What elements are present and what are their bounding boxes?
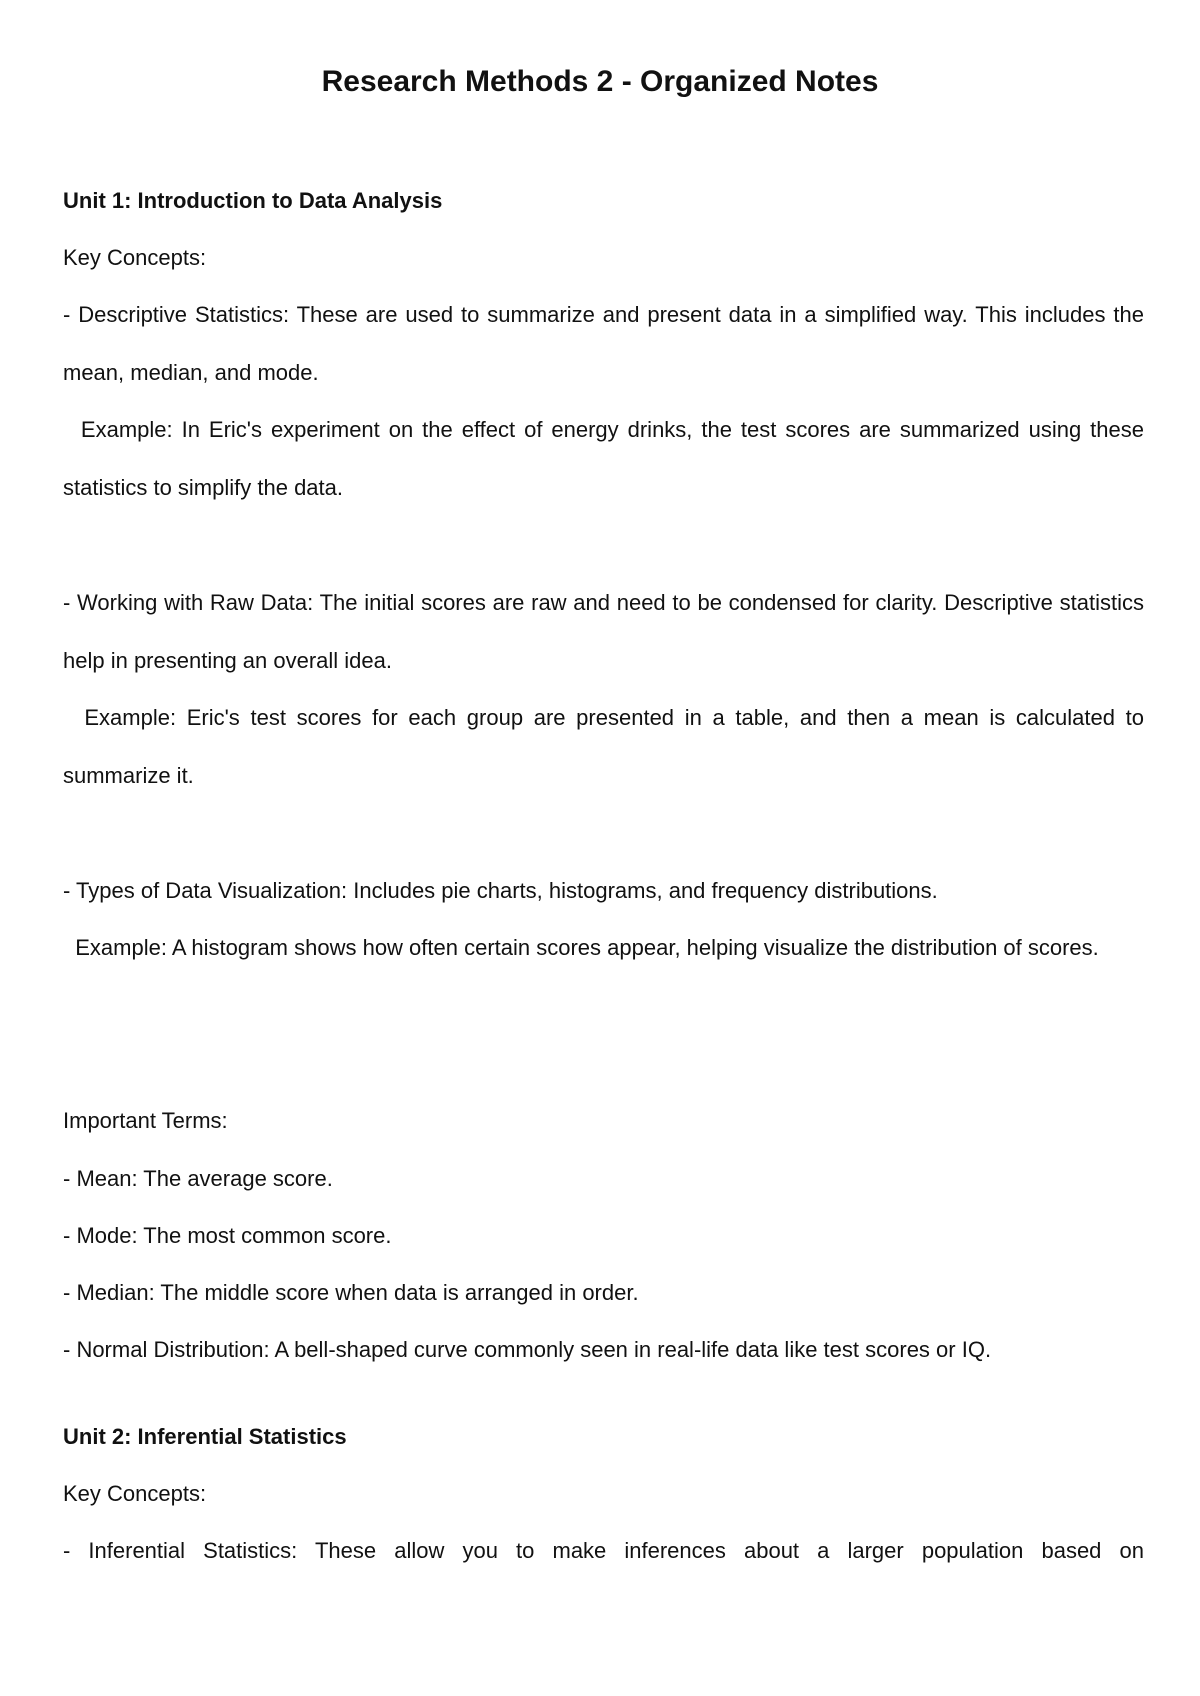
concept-descriptive-statistics: - Descriptive Statistics: These are used to summarize and present data in a simplified way. This includes the mean, median, and mode. [63,302,1144,385]
term-mean: - Mean: The average score. [63,1166,333,1191]
unit2-heading: Unit 2: Inferential Statistics [63,1424,347,1449]
important-terms-label: Important Terms: [63,1108,228,1133]
concept-inferential-statistics: - Inferential Statistics: These allow you to make inferences about a larger population based on [63,1538,1144,1563]
unit2-key-concepts-label: Key Concepts: [63,1481,207,1506]
term-median: - Median: The middle score when data is arranged in order. [63,1280,639,1305]
document-title: Research Methods 2 - Organized Notes [321,65,879,98]
term-mode: - Mode: The most common score. [63,1223,392,1248]
unit1-key-concepts-label: Key Concepts: [63,245,207,270]
unit1-heading: Unit 1: Introduction to Data Analysis [63,188,443,213]
concept-raw-data: - Working with Raw Data: The initial scores are raw and need to be condensed for clarity. Descriptive statistics help in presenting an overall idea. [63,590,1144,673]
term-normal-distribution: - Normal Distribution: A bell-shaped curve commonly seen in real-life data like test scores or IQ. [63,1337,992,1362]
example-raw-data: Example: Eric's test scores for each group are presented in a table, and then a mean is calculated to summarize it. [63,705,1144,788]
example-data-visualization: Example: A histogram shows how often certain scores appear, helping visualize the distribution of scores. [75,935,1099,960]
example-descriptive-statistics: Example: In Eric's experiment on the effect of energy drinks, the test scores are summarized using these statistics to simplify the data. [63,417,1144,500]
concept-data-visualization: - Types of Data Visualization: Includes pie charts, histograms, and frequency distributions. [63,878,938,903]
